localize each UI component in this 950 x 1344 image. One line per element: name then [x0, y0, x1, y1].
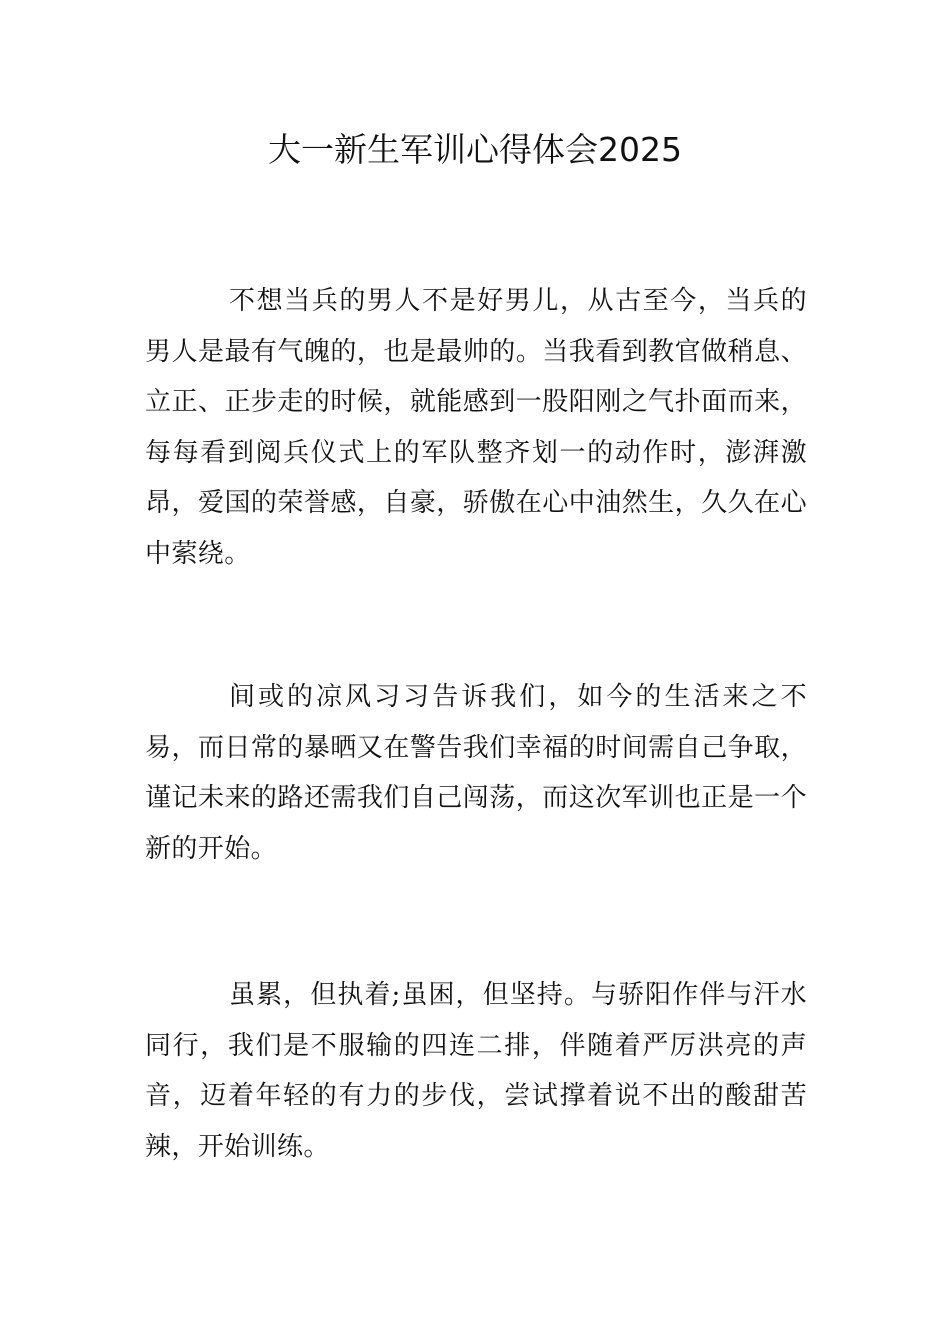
paragraph-1: 不想当兵的男人不是好男儿，从古至今，当兵的男人是最有气魄的，也是最帅的。当我看到教官做稍息、立正、正步走的时候，就能感到一股阳刚之气扑面而来，每每看到阅兵仪式上的军队整齐划一的动作时，澎湃激昂，爱国的荣誉感，自豪，骄傲在心中油然生，久久在心中萦绕。 — [145, 286, 807, 569]
document-title: 大一新生军训心得体会2025 — [268, 130, 682, 169]
paragraph-2: 间或的凉风习习告诉我们，如今的生活来之不易，而日常的暴晒又在警告我们幸福的时间需自己争取，谨记未来的路还需我们自己闯荡，而这次军训也正是一个新的开始。 — [145, 682, 807, 864]
paragraph-3: 虽累，但执着;虽困，但坚持。与骄阳作伴与汗水同行，我们是不服输的四连二排，伴随着严厉洪亮的声音，迈着年轻的有力的步伐，尝试撑着说不出的酸甜苦辣，开始训练。 — [145, 980, 807, 1162]
